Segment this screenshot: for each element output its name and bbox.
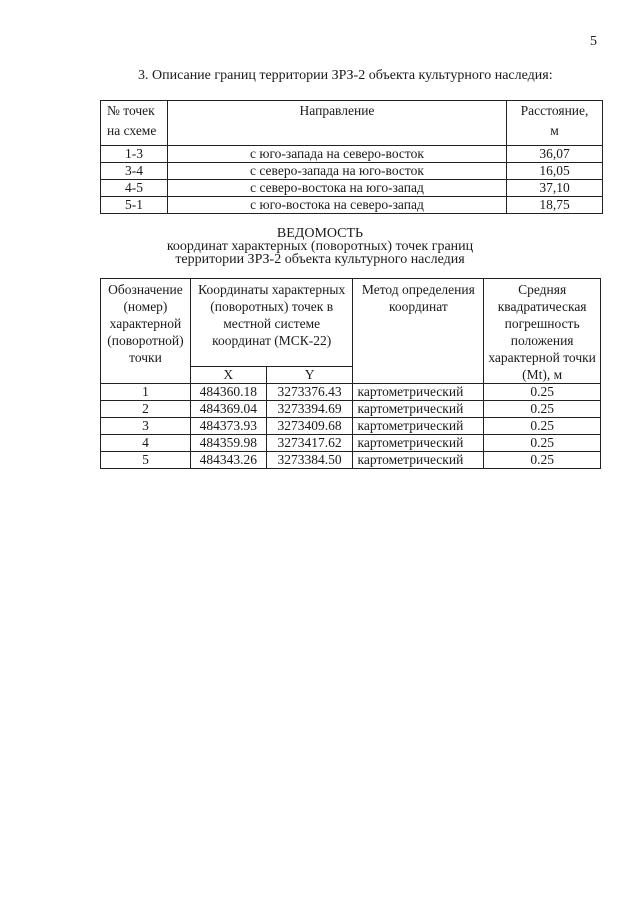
table-row xyxy=(101,435,601,452)
page-number: 5 xyxy=(590,34,597,49)
boundary-table-header xyxy=(101,101,603,146)
table-row xyxy=(101,180,603,197)
error: 0.25 xyxy=(484,452,601,469)
table-row xyxy=(101,401,601,418)
table-row xyxy=(101,146,603,163)
point-number: 5 xyxy=(101,452,191,469)
row-distance: 18,75 xyxy=(507,197,603,214)
coord-y: 3273384.50 xyxy=(266,452,353,469)
table-row xyxy=(101,384,601,401)
method-header: Метод определения координат xyxy=(353,279,484,384)
coord-x: 484360.18 xyxy=(190,384,266,401)
coordinates-table xyxy=(100,278,601,469)
register-subtitle-line2: территории ЗРЗ-2 объекта культурного наследия xyxy=(175,252,465,267)
coord-y: 3273394.69 xyxy=(266,401,353,418)
coord-x: 484343.26 xyxy=(190,452,266,469)
error: 0.25 xyxy=(484,384,601,401)
row-points: 1-3 xyxy=(101,146,168,163)
coord-x: 484359.98 xyxy=(190,435,266,452)
register-subtitle-line1: координат характерных (поворотных) точек границ xyxy=(166,239,474,254)
direction-header: Направление xyxy=(167,101,506,146)
points-header xyxy=(101,101,168,146)
points-header-line2: на схеме xyxy=(107,123,157,138)
method: картометрический xyxy=(353,384,484,401)
register-title: ВЕДОМОСТЬ xyxy=(276,226,364,241)
row-direction: с юго-востока на северо-запад xyxy=(167,197,506,214)
error: 0.25 xyxy=(484,418,601,435)
row-distance: 36,07 xyxy=(507,146,603,163)
method: картометрический xyxy=(353,418,484,435)
distance-header-line2: м xyxy=(550,123,559,138)
error-header: Средняя квадратическая погрешность положения характерной точки (Mt), м xyxy=(484,279,601,384)
row-points: 5-1 xyxy=(101,197,168,214)
coordinates-table-header xyxy=(101,279,601,367)
row-distance: 37,10 xyxy=(507,180,603,197)
point-number: 3 xyxy=(101,418,191,435)
error: 0.25 xyxy=(484,435,601,452)
method: картометрический xyxy=(353,401,484,418)
row-distance: 16,05 xyxy=(507,163,603,180)
row-points: 3-4 xyxy=(101,163,168,180)
y-header: Y xyxy=(266,366,353,383)
designation-header: Обозначение (номер) характерной (поворотной) точки xyxy=(101,279,191,384)
coord-y: 3273409.68 xyxy=(266,418,353,435)
coord-y: 3273376.43 xyxy=(266,384,353,401)
row-direction: с северо-запада на юго-восток xyxy=(167,163,506,180)
coord-y: 3273417.62 xyxy=(266,435,353,452)
table-row xyxy=(101,452,601,469)
x-header: X xyxy=(190,366,266,383)
coordinates-header: Координаты характерных (поворотных) точек в местной системе координат (МСК-22) xyxy=(190,279,353,367)
point-number: 2 xyxy=(101,401,191,418)
table-row xyxy=(101,418,601,435)
row-direction: с северо-востока на юго-запад xyxy=(167,180,506,197)
boundary-table xyxy=(100,100,603,214)
table-row xyxy=(101,163,603,180)
method: картометрический xyxy=(353,452,484,469)
point-number: 1 xyxy=(101,384,191,401)
coord-x: 484373.93 xyxy=(190,418,266,435)
method: картометрический xyxy=(353,435,484,452)
point-number: 4 xyxy=(101,435,191,452)
row-direction: с юго-запада на северо-восток xyxy=(167,146,506,163)
coord-x: 484369.04 xyxy=(190,401,266,418)
table-row xyxy=(101,197,603,214)
row-points: 4-5 xyxy=(101,180,168,197)
section-heading: 3. Описание границ территории ЗРЗ-2 объекта культурного наследия: xyxy=(138,68,553,83)
points-header-line1: № точек xyxy=(107,103,155,118)
distance-header-line1: Расстояние, xyxy=(520,103,589,118)
error: 0.25 xyxy=(484,401,601,418)
distance-header xyxy=(507,101,603,146)
